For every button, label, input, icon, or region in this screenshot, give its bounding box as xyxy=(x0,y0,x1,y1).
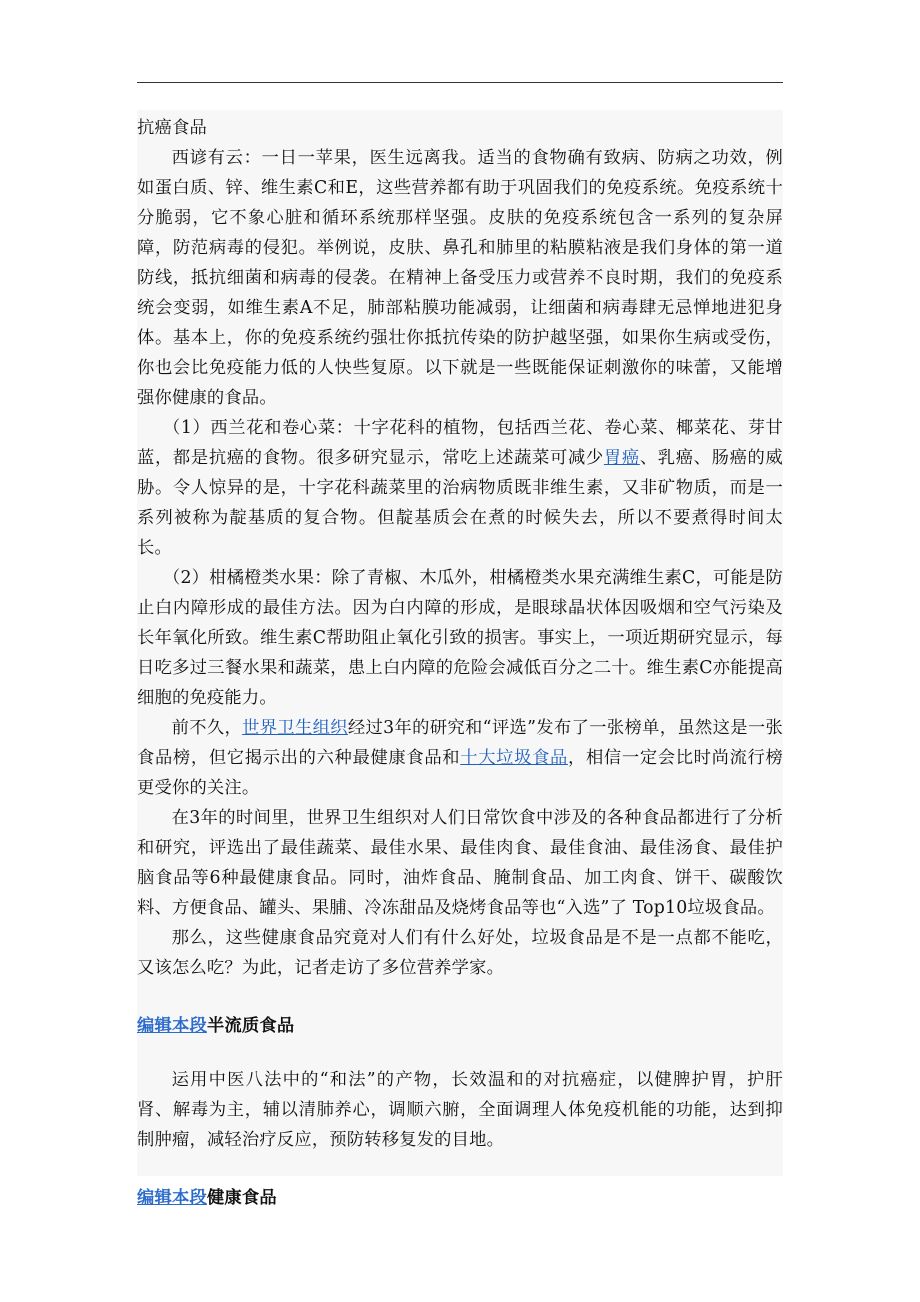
broccoli-text-b: 、乳癌、肠癌的威胁。令人惊异的是，十字花科蔬菜里的治病物质既非维生素，又非矿物质，而是一系列被称为靛基质的复合物。但靛基质会在煮的时候失去，所以不要煮得时间太长。 xyxy=(137,448,783,558)
broccoli-text-a: （1）西兰花和卷心菜：十字花科的植物，包括西兰花、卷心菜、椰菜花、芽甘蓝，都是抗癌的食物。很多研究显示，常吃上述蔬菜可减少 xyxy=(137,418,783,468)
section-heading-semiliquid xyxy=(137,1011,783,1041)
edit-section-link[interactable]: 编辑本段 xyxy=(137,1188,207,1208)
junk-food-link[interactable]: 十大垃圾食品 xyxy=(460,748,568,768)
who-text-c: ，相信一定会比时尚流行榜更受你的关注。 xyxy=(137,748,783,798)
edit-section-link[interactable]: 编辑本段 xyxy=(137,1016,207,1036)
section-heading-text: 半流质食品 xyxy=(206,1016,295,1036)
who-text-a: 前不久， xyxy=(171,718,243,738)
section-heading-text: 健康食品 xyxy=(206,1188,277,1208)
stomach-cancer-link[interactable]: 胃癌 xyxy=(603,448,640,468)
spacer xyxy=(137,1041,783,1065)
citrus-paragraph: （2）柑橘橙类水果：除了青椒、木瓜外，柑橘橙类水果充满维生素C，可能是防止白内障形成的最佳方法。因为白内障的形成，是眼球晶状体因吸烟和空气污染及长年氧化所致。维生素C帮助阻止氧化引致的损害。事实上，一项近期研究显示，每日吃多过三餐水果和蔬菜，患上白内障的危险会减低百分之二十。维生素C亦能提高细胞的免疫能力。 xyxy=(137,568,783,708)
page-title: 抗癌食品 xyxy=(137,118,207,138)
intro-paragraph: 西谚有云：一日一苹果，医生远离我。适当的食物确有致病、防病之功效，例如蛋白质、锌、维生素C和E，这些营养都有助于巩固我们的免疫系统。免疫系统十分脆弱，它不象心脏和循环系统那样坚强。皮肤的免疫系统包含一系列的复杂屏障，防范病毒的侵犯。举例说，皮肤、鼻孔和肺里的粘膜粘液是我们身体的第一道防线，抵抗细菌和病毒的侵袭。在精神上备受压力或营养不良时期，我们的免疫系统会变弱，如维生素A不足，肺部粘膜功能减弱，让细菌和病毒肆无忌惮地进犯身体。基本上，你的免疫系统约强壮你抵抗传染的防护越坚强，如果你生病或受伤，你也会比免疫能力低的人快些复原。以下就是一些既能保证刺激你的味蕾，又能增强你健康的食品。 xyxy=(137,148,783,408)
section-heading-healthy xyxy=(137,1183,783,1213)
spacer xyxy=(137,983,783,1011)
header-rule xyxy=(137,82,783,83)
semiliquid-paragraph: 运用中医八法中的“和法”的产物，长效温和的对抗癌症，以健脾护胃，护肝肾、解毒为主，辅以清肺养心，调顺六腑，全面调理人体免疫机能的功能，达到抑制肿瘤，减轻治疗反应，预防转移复发的目地。 xyxy=(137,1070,783,1150)
who-paragraph xyxy=(137,713,783,803)
who-text-b: 经过3年的研究和“评选”发布了一张榜单，虽然这是一张食品榜，但它揭示出的六种最健康食品和 xyxy=(137,718,783,768)
study-paragraph: 在3年的时间里，世界卫生组织对人们日常饮食中涉及的各种食品都进行了分析和研究，评选出了最佳蔬菜、最佳水果、最佳肉食、最佳食油、最佳汤食、最佳护脑食品等6种最健康食品。同时，油炸食品、腌制食品、加工肉食、饼干、碳酸饮料、方便食品、罐头、果脯、冷冻甜品及烧烤食品等也“入选”了 Top10垃圾食品。 xyxy=(137,808,783,918)
article-body xyxy=(137,110,783,1208)
who-link[interactable]: 世界卫生组织 xyxy=(242,718,348,738)
spacer xyxy=(137,1155,783,1183)
broccoli-paragraph xyxy=(137,413,783,563)
interview-paragraph: 那么，这些健康食品究竟对人们有什么好处，垃圾食品是不是一点都不能吃，又该怎么吃？为此，记者走访了多位营养学家。 xyxy=(137,928,783,978)
